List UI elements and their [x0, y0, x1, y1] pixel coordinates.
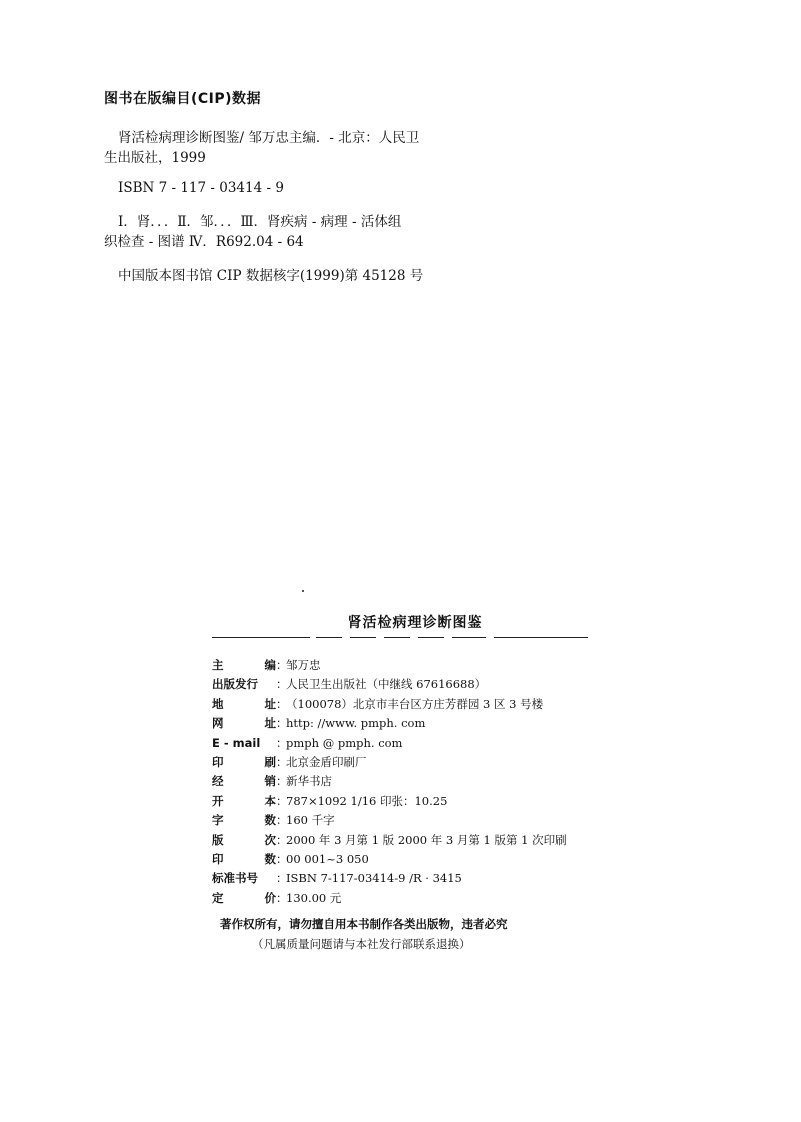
colophon-colon: ：	[276, 871, 288, 886]
colophon-title: 肾活检病理诊断图鉴	[347, 615, 483, 631]
colophon-label-part: 址	[264, 696, 276, 711]
colophon-label	[212, 869, 276, 888]
colophon-label-part: 开	[212, 793, 224, 808]
cip-record-number: 中国版本图书馆 CIP 数据核字(1999)第 45128 号	[118, 268, 424, 284]
colophon-colon: ：	[276, 754, 288, 769]
colophon-label-part: 字	[212, 813, 224, 828]
cip-classification-line: Ⅰ．肾．．．Ⅱ．邹．．．Ⅲ．肾疾病 - 病理 - 活体组	[118, 214, 402, 230]
colophon-value: pmph @ pmph. com	[286, 735, 403, 750]
cip-isbn: ISBN 7 - 117 - 03414 - 9	[118, 180, 284, 196]
colophon-row	[212, 889, 588, 908]
colophon-label-part: E - mail	[212, 735, 261, 750]
colophon-label-part: 地	[212, 696, 224, 711]
colophon-row	[212, 714, 588, 733]
colophon-label	[212, 734, 276, 753]
colophon-label-part: 数	[264, 813, 276, 828]
colophon-row	[212, 675, 588, 694]
colophon-row	[212, 811, 588, 830]
stray-dot	[302, 590, 304, 592]
colophon-label-part: 价	[264, 890, 276, 905]
colophon-label-part: 主	[212, 658, 224, 672]
colophon-label	[212, 695, 276, 714]
colophon-value: ISBN 7-117-03414-9 /R · 3415	[286, 871, 462, 886]
colophon-label-part: 编	[264, 658, 276, 672]
colophon-label-part: 出版发行	[212, 677, 258, 692]
colophon-value: 邹万忠	[286, 658, 321, 672]
colophon-row	[212, 753, 588, 772]
colophon-colon: ：	[276, 793, 288, 808]
copyright-notice: 著作权所有，请勿擅自用本书制作各类出版物，违者必究	[220, 917, 508, 932]
colophon-label-part: 定	[212, 890, 224, 905]
colophon-colon: ：	[276, 735, 288, 750]
colophon-label-part: 印	[212, 754, 224, 769]
colophon-value: 2000 年 3 月第 1 版 2000 年 3 月第 1 版第 1 次印刷	[286, 832, 567, 847]
colophon-label-part: 销	[264, 774, 276, 789]
colophon-row	[212, 869, 588, 888]
colophon-row	[212, 792, 588, 811]
colophon-label-part: 刷	[264, 754, 276, 769]
colophon-value: 新华书店	[286, 774, 332, 789]
colophon-label	[212, 850, 276, 869]
colophon-label-part: 本	[264, 793, 276, 808]
colophon-value: 160 千字	[286, 813, 335, 828]
colophon-label	[212, 675, 276, 694]
colophon-row	[212, 850, 588, 869]
colophon-label-part: 址	[264, 716, 276, 731]
colophon-label	[212, 792, 276, 811]
divider-rule	[212, 634, 588, 642]
colophon-value: 人民卫生出版社（中继线 67616688）	[286, 677, 487, 692]
colophon-colon: ：	[276, 851, 288, 866]
colophon-value: 130.00 元	[286, 890, 342, 905]
colophon-colon: ：	[276, 774, 288, 789]
colophon-label	[212, 656, 276, 675]
colophon-value: （100078）北京市丰台区方庄芳群园 3 区 3 号楼	[286, 696, 544, 711]
colophon-colon: ：	[276, 716, 288, 731]
colophon-colon: ：	[276, 658, 288, 672]
colophon-label	[212, 714, 276, 733]
cip-classification-line-2: 织检查 - 图谱 Ⅳ．R692.04 - 64	[104, 234, 304, 250]
cip-publisher-line: 生出版社，1999	[104, 150, 206, 166]
colophon-row	[212, 656, 588, 675]
colophon-label-part: 次	[264, 832, 276, 847]
cip-title-line: 肾活检病理诊断图鉴/ 邹万忠主编．- 北京：人民卫	[118, 130, 420, 146]
colophon-label-part: 数	[264, 851, 276, 866]
colophon-colon: ：	[276, 677, 288, 692]
colophon-label	[212, 772, 276, 791]
colophon-label-part: 印	[212, 851, 224, 866]
colophon-colon: ：	[276, 813, 288, 828]
colophon-block	[212, 612, 588, 954]
colophon-label-part: 网	[212, 716, 224, 731]
colophon-colon: ：	[276, 832, 288, 847]
colophon-row	[212, 734, 588, 753]
colophon-colon: ：	[276, 696, 288, 711]
colophon-row	[212, 772, 588, 791]
colophon-label	[212, 889, 276, 908]
colophon-label	[212, 811, 276, 830]
colophon-label	[212, 831, 276, 850]
returns-notice: （凡属质量问题请与本社发行部联系退换）	[252, 937, 471, 952]
colophon-row	[212, 831, 588, 850]
colophon-value: 787×1092 1/16 印张：10.25	[286, 793, 448, 808]
colophon-value: http: //www. pmph. com	[286, 716, 426, 731]
colophon-label-part: 版	[212, 832, 224, 847]
colophon-colon: ：	[276, 890, 288, 905]
colophon-value: 北京金盾印刷厂	[286, 754, 367, 769]
colophon-row	[212, 695, 588, 714]
cip-data-block	[104, 88, 524, 286]
colophon-value: 00 001~3 050	[286, 851, 369, 866]
colophon-label-part: 标准书号	[212, 871, 258, 886]
colophon-label-part: 经	[212, 774, 224, 789]
cip-title: 图书在版编目(CIP)数据	[104, 91, 262, 107]
colophon-label	[212, 753, 276, 772]
colophon-rows	[212, 656, 588, 908]
